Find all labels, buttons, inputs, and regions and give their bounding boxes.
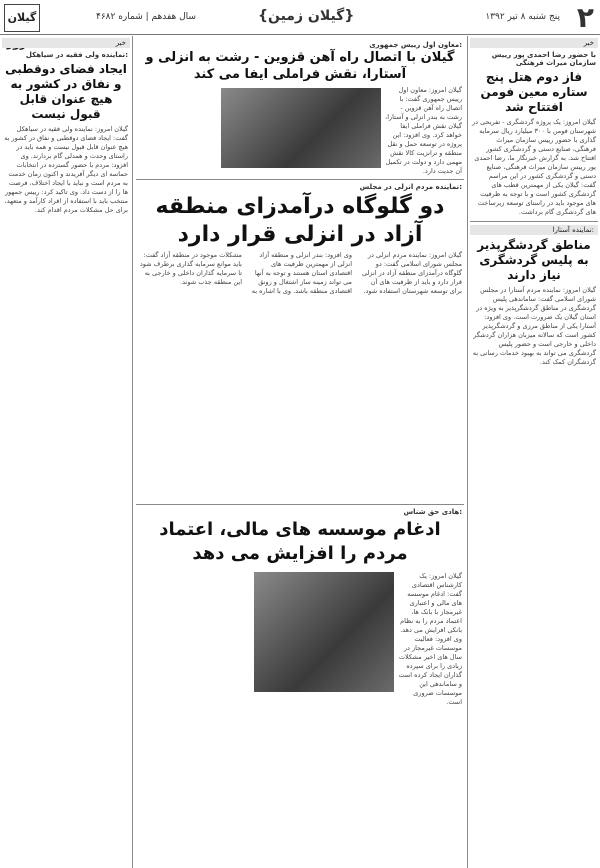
right-column (470, 38, 598, 868)
issue-info: سال هفدهم | شماره ۴۶۸۲ (96, 12, 196, 22)
article-headline[interactable]: گیلان با اتصال راه آهن قزوین - رشت به انزلی و آستارا، نقش فراملی ایفا می کند (145, 50, 455, 82)
article-headline[interactable]: فاز دوم هتل پنج ستاره معین فومن افتتاح شد (480, 70, 588, 114)
section-title: {گیلان زمین} (258, 8, 355, 24)
section-band: نماینده آستارا: (470, 225, 598, 235)
left-column (2, 38, 130, 868)
article-kicker: نماینده مردم انزلی در مجلس: (359, 183, 462, 191)
article-headline[interactable]: دو گلوگاه درآمدزای منطقه آزاد در انزلی قرار دارد (155, 194, 445, 247)
column-rule-left (132, 36, 133, 868)
article-kicker: معاون اول رییس جمهوری: (369, 41, 462, 49)
section-band: خبر (2, 38, 130, 48)
article-headline[interactable]: ایجاد فضای دوقطبی و نفاق در کشور به هیچ عنوان قابل قبول نیست (5, 62, 127, 121)
divider (470, 221, 598, 222)
article-body: گیلان امروز: یک کارشناس اقتصادی گفت: ادغام موسسه های مالی و اعتباری غیرمجاز با بانک ها، اعتماد مردم را به نظام بانکی افزایش می دهد. وی افزود: فعالیت موسسات غیرمجاز در سال های اخیر مشکلات زیادی را برای سپرده گذاران ایجاد کرده است و ساماندهی این موسسات ضروری است. (398, 572, 462, 706)
article-kicker: نماینده ولی فقیه در سیاهکل: (25, 51, 128, 59)
center-content (136, 38, 464, 868)
article-body: گیلان امروز: معاون اول رییس جمهوری گفت: با اتصال راه آهن قزوین - رشت به بندر انزلی و آستارا، گیلان نقش فراملی ایفا خواهد کرد. وی افزود: این پروژه در توسعه حمل و نقل منطقه و ترانزیت کالا نقش مهمی دارد و دولت در تکمیل آن جدیت دارد. (385, 86, 462, 175)
news-photo (221, 88, 381, 168)
article-headline[interactable]: مناطق گردشگرپذیر به پلیس گردشگری نیاز دارند (477, 238, 591, 282)
article-body: گیلان امروز: نماینده ولی فقیه در سیاهکل گفت: ایجاد فضای دوقطبی و نفاق در کشور به هیچ عنوان قابل قبول نیست و همه باید در راستای وحدت و همدلی گام بردارند. وی افزود: مردم با حضور گسترده در انتخابات حماسه ای دیگر آفریدند و اکنون زمان خدمت به مردم است و نباید با ایجاد اختلاف، فرصت ها را از دست داد. وی تاکید کرد: رییس جمهور منتخب باید با استفاده از افراد کارآمد و متعهد، برای حل مشکلات مردم اقدام کند. (4, 125, 128, 214)
divider (136, 504, 464, 505)
section-band: خبر (470, 38, 598, 48)
news-photo (254, 572, 394, 692)
article-kicker: هادی حق شناس: (403, 508, 462, 516)
header-date: پنج شنبه ۸ تیر ۱۳۹۲ (485, 12, 560, 22)
article-headline[interactable]: ادغام موسسه های مالی، اعتماد مردم را افزایش می دهد (159, 519, 441, 564)
page-number: ۲ (576, 1, 594, 34)
page-header (0, 0, 600, 35)
divider (136, 179, 464, 180)
column-rule-right (467, 36, 468, 868)
newspaper-logo: گیلان (4, 4, 40, 32)
article-kicker: با حضور رضا احمدی پور رییس سازمان میراث فرهنگی (491, 51, 596, 67)
article-body: گیلان امروز: نماینده مردم آستارا در مجلس شورای اسلامی گفت: ساماندهی پلیس گردشگری در مناطق گردشگرپذیر به ویژه در استان گیلان یک ضرورت است. وی افزود: آستارا یکی از مناطق مرزی و گردشگرپذیر کشور است که سالانه میزبان هزاران گردشگر داخلی و خارجی است و حضور پلیس گردشگری می تواند به بهبود خدمات رسانی به گردشگران کمک کند. (472, 286, 596, 366)
article-body: گیلان امروز: نماینده مردم انزلی در مجلس شورای اسلامی گفت: دو گلوگاه درآمدزای منطقه آزاد در انزلی قرار دارد و باید از ظرفیت های آن برای توسعه شهرستان استفاده شود. وی افزود: بندر انزلی و منطقه آزاد انزلی از مهمترین ظرفیت های اقتصادی استان هستند و توجه به آنها می تواند زمینه ساز اشتغال و رونق اقتصادی منطقه باشد. وی با اشاره به مشکلات موجود در منطقه آزاد گفت: باید موانع سرمایه گذاری برطرف شود تا سرمایه گذاران داخلی و خارجی به این منطقه جذب شوند. (139, 251, 462, 295)
article-body: گیلان امروز: یک پروژه گردشگری - تفریحی در شهرستان فومن با ۳۰۰ میلیارد ریال سرمایه گذاری با حضور رییس سازمان میراث فرهنگی، صنایع دستی و گردشگری کشور افتتاح شد. به گزارش خبرنگار ما، رضا احمدی پور رییس سازمان میراث فرهنگی، صنایع دستی و گردشگری کشور در این مراسم گفت: گیلان یکی از مهمترین قطب های گردشگری کشور است و با توجه به ظرفیت های موجود باید در راستای توسعه زیرساخت های گردشگری گام برداشت. (472, 118, 596, 216)
